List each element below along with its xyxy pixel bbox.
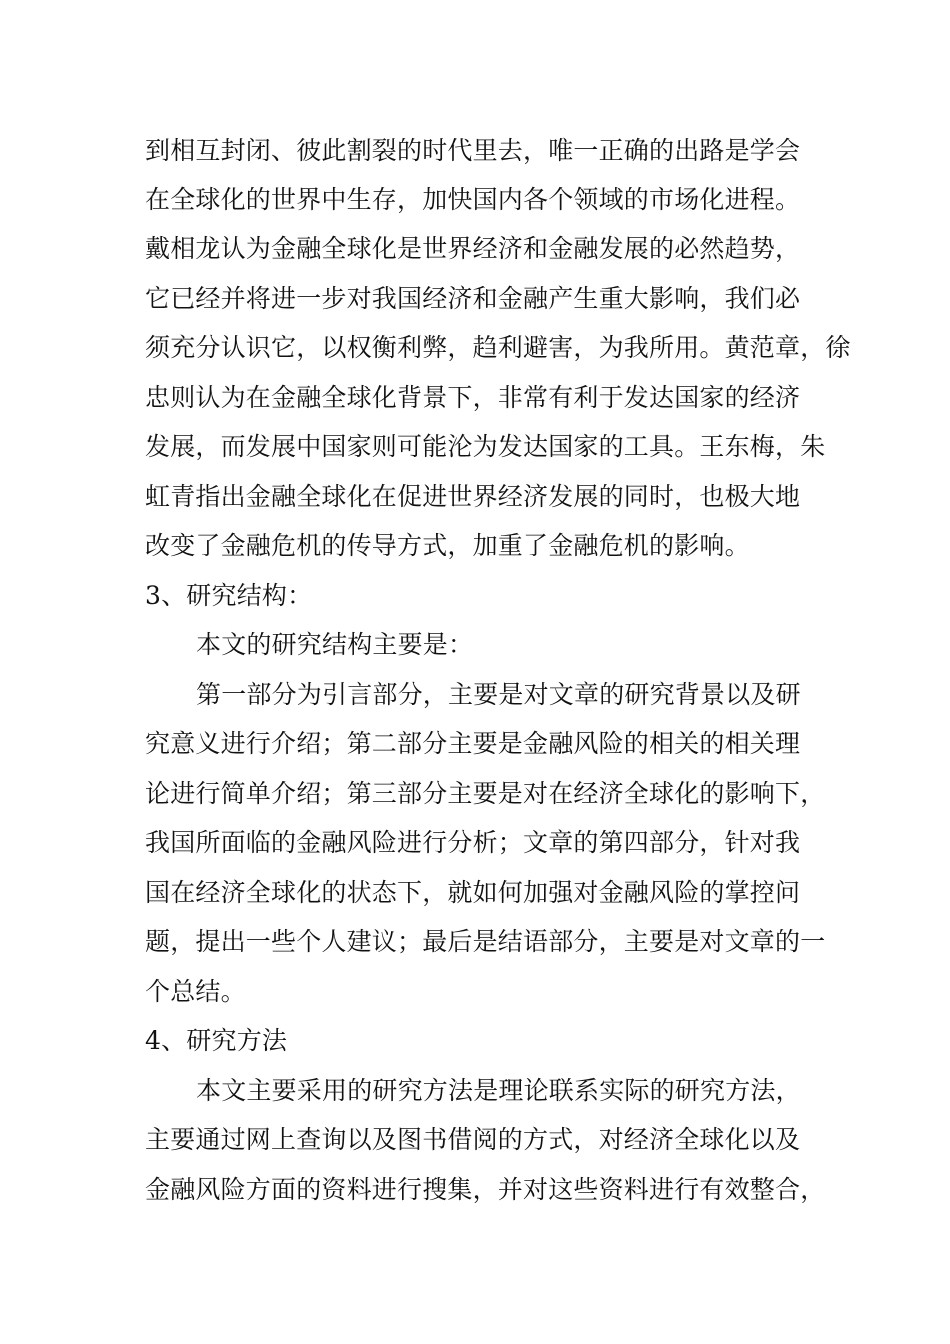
text-line: 虹青指出金融全球化在促进世界经济发展的同时，也极大地 (145, 482, 801, 511)
text-line: 改变了金融危机的传导方式，加重了金融危机的影响。 (145, 531, 750, 560)
text-line: 发展，而发展中国家则可能沦为发达国家的工具。王东梅，朱 (145, 432, 826, 461)
text-line: 须充分认识它，以权衡利弊，趋利避害，为我所用。黄范章，徐 (145, 333, 851, 362)
text-line: 本文的研究结构主要是： (196, 630, 474, 659)
text-line: 个总结。 (145, 977, 246, 1006)
text-line: 戴相龙认为金融全球化是世界经济和金融发展的必然趋势， (145, 234, 801, 263)
text-line: 到相互封闭、彼此割裂的时代里去，唯一正确的出路是学会 (145, 136, 801, 165)
text-line: 国在经济全球化的状态下，就如何加强对金融风险的掌控问 (145, 878, 801, 907)
text-line: 忠则认为在金融全球化背景下，非常有利于发达国家的经济 (145, 383, 801, 412)
text-line: 它已经并将进一步对我国经济和金融产生重大影响，我们必 (145, 284, 801, 313)
section-heading: 3、研究结构： (145, 581, 313, 610)
text-line: 第一部分为引言部分，主要是对文章的研究背景以及研 (196, 680, 801, 709)
text-line: 究意义进行介绍；第二部分主要是金融风险的相关的相关理 (145, 729, 801, 758)
text-line: 我国所面临的金融风险进行分析；文章的第四部分，针对我 (145, 828, 801, 857)
text-line: 题，提出一些个人建议；最后是结语部分，主要是对文章的一 (145, 927, 826, 956)
text-line: 金融风险方面的资料进行搜集，并对这些资料进行有效整合， (145, 1175, 826, 1204)
text-line: 本文主要采用的研究方法是理论联系实际的研究方法， (196, 1076, 801, 1105)
text-line: 论进行简单介绍；第三部分主要是对在经济全球化的影响下， (145, 779, 826, 808)
section-heading: 4、研究方法 (145, 1026, 288, 1055)
text-line: 主要通过网上查询以及图书借阅的方式，对经济全球化以及 (145, 1125, 801, 1154)
text-line: 在全球化的世界中生存，加快国内各个领域的市场化进程。 (145, 185, 801, 214)
